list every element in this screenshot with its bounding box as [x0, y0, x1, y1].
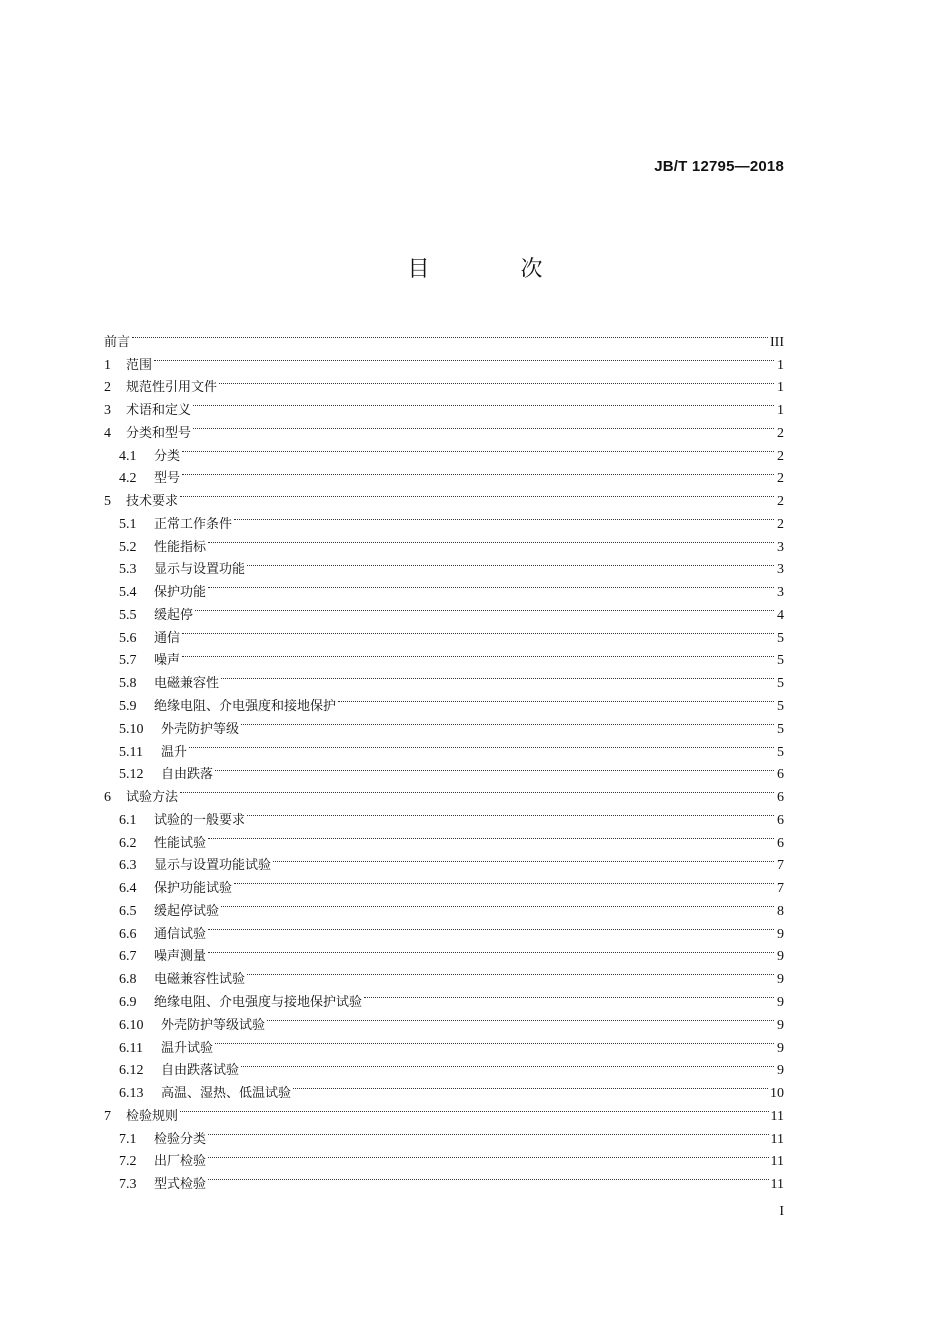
toc-entry-number: 6.12: [119, 1063, 144, 1079]
toc-entry-page: 9: [777, 1040, 784, 1056]
toc-entry-page: 7: [777, 881, 784, 897]
toc-dot-leader: [193, 414, 774, 437]
toc-entry-label: 型号: [154, 471, 181, 487]
toc-entry-number: 4.2: [119, 471, 137, 487]
toc-entry-label: 正常工作条件: [154, 516, 233, 532]
toc-entry[interactable]: [104, 642, 784, 669]
toc-dot-leader: [247, 801, 774, 824]
toc-entry-page: 10: [770, 1086, 784, 1102]
toc-entry[interactable]: [104, 482, 784, 510]
toc-entry[interactable]: [104, 778, 784, 806]
toc-entry[interactable]: [104, 1120, 784, 1147]
toc-dot-leader: [208, 1165, 769, 1188]
toc-entry-number: 6.11: [119, 1040, 143, 1056]
toc-entry[interactable]: [104, 1097, 784, 1124]
toc-dot-leader: [182, 460, 774, 483]
toc-entry-page: 7: [777, 858, 784, 874]
toc-entry-number: 4.1: [119, 448, 137, 464]
toc-dot-leader: [182, 619, 774, 642]
toc-entry-page: 6: [777, 812, 784, 828]
toc-entry-page: 9: [777, 972, 784, 988]
toc-dot-leader: [273, 847, 774, 870]
toc-entry-page: 11: [770, 1154, 784, 1170]
toc-entry-page: 4: [777, 607, 784, 623]
toc-entry[interactable]: [104, 414, 784, 441]
toc-dot-leader: [154, 346, 774, 369]
toc-entry-label: 外壳防护等级: [161, 721, 240, 737]
toc-entry[interactable]: [104, 369, 784, 396]
toc-entry-label: 自由跌落: [161, 767, 214, 783]
toc-entry-number: 6.2: [119, 835, 137, 851]
toc-entry-number: 6.3: [119, 858, 137, 874]
page-title: 目 次: [407, 257, 585, 282]
toc-dot-leader: [364, 983, 774, 1006]
toc-dot-leader: [221, 892, 774, 915]
toc-entry-page: 11: [770, 1177, 784, 1193]
toc-entry-label: 技术要求: [126, 494, 179, 510]
toc-entry-page: 5: [777, 630, 784, 646]
toc-dot-leader: [234, 869, 774, 892]
toc-entry-page: 9: [777, 994, 784, 1010]
toc-entry-number: 6.10: [119, 1017, 144, 1033]
toc-entry-label: 噪声: [154, 653, 181, 669]
toc-entry-label: 检验分类: [154, 1131, 207, 1147]
toc-entry[interactable]: [104, 801, 784, 828]
toc-dot-leader: [234, 505, 774, 528]
toc-entry-number: 6.6: [119, 926, 137, 942]
toc-entry-label: 试验的一般要求: [154, 812, 246, 828]
toc-dot-leader: [180, 1097, 769, 1120]
toc-entry-label: 通信: [154, 630, 181, 646]
toc-entry-label: 试验方法: [126, 790, 179, 806]
toc-entry-page: 8: [777, 903, 784, 919]
toc-entry-page: 6: [777, 835, 784, 851]
toc-entry-label: 自由跌落试验: [161, 1063, 240, 1079]
page-number: I: [779, 1204, 784, 1219]
toc-entry-label: 保护功能: [154, 585, 207, 601]
toc-entry-label: 检验规则: [126, 1108, 179, 1124]
toc-entry-number: 5.6: [119, 630, 137, 646]
toc-dot-leader: [182, 437, 774, 460]
toc-entry-label: 电磁兼容性试验: [154, 972, 246, 988]
toc-entry-page: 6: [777, 790, 784, 806]
toc-entry-number: 6.13: [119, 1086, 144, 1102]
toc-entry-label: 前言: [104, 334, 131, 350]
toc-entry-label: 显示与设置功能: [154, 562, 246, 578]
toc-entry-number: 2: [104, 380, 111, 396]
toc-entry-label: 性能试验: [154, 835, 207, 851]
toc-entry-number: 4: [104, 425, 111, 441]
toc-dot-leader: [182, 642, 774, 665]
toc-entry-label: 显示与设置功能试验: [154, 858, 272, 874]
toc-entry-page: 2: [777, 425, 784, 441]
toc-dot-leader: [189, 733, 774, 756]
toc-entry-label: 分类和型号: [126, 425, 192, 441]
toc-dot-leader: [267, 1006, 774, 1029]
toc-entry-page: 2: [777, 494, 784, 510]
toc-entry-label: 出厂检验: [154, 1154, 207, 1170]
toc-entry-page: 9: [777, 926, 784, 942]
toc-dot-leader: [180, 482, 774, 505]
standard-code: JB/T 12795—2018: [654, 158, 784, 175]
toc-dot-leader: [180, 778, 774, 801]
toc-entry[interactable]: [104, 460, 784, 487]
toc-entry-label: 缓起停试验: [154, 903, 220, 919]
toc-entry-number: 6.1: [119, 812, 137, 828]
toc-entry-page: 11: [770, 1131, 784, 1147]
table-of-contents: [104, 323, 784, 1193]
toc-entry-number: 5.2: [119, 539, 137, 555]
toc-entry[interactable]: [104, 619, 784, 646]
toc-entry-number: 7.3: [119, 1177, 137, 1193]
toc-entry-page: 5: [777, 653, 784, 669]
toc-entry-number: 5.11: [119, 744, 143, 760]
toc-entry-label: 分类: [154, 448, 181, 464]
toc-dot-leader: [208, 824, 774, 847]
toc-entry[interactable]: [104, 437, 784, 464]
toc-entry-label: 保护功能试验: [154, 881, 233, 897]
toc-entry-label: 电磁兼容性: [154, 676, 220, 692]
toc-entry[interactable]: [104, 346, 784, 373]
toc-entry-number: 5.8: [119, 676, 137, 692]
toc-entry-page: 9: [777, 1017, 784, 1033]
toc-entry[interactable]: [104, 756, 784, 783]
toc-dot-leader: [241, 710, 774, 733]
toc-dot-leader: [193, 391, 774, 414]
toc-entry-page: 6: [777, 767, 784, 783]
toc-entry-page: 3: [777, 585, 784, 601]
toc-entry-page: 2: [777, 516, 784, 532]
toc-entry-number: 7: [104, 1108, 111, 1124]
toc-entry-number: 6.8: [119, 972, 137, 988]
toc-entry-number: 5.9: [119, 699, 137, 715]
toc-dot-leader: [208, 915, 774, 938]
toc-entry-page: 5: [777, 721, 784, 737]
toc-entry-label: 性能指标: [154, 539, 207, 555]
toc-entry-page: 1: [777, 403, 784, 419]
toc-entry-page: 9: [777, 949, 784, 965]
toc-entry-number: 5: [104, 494, 111, 510]
toc-entry-page: 2: [777, 471, 784, 487]
toc-entry-number: 5.12: [119, 767, 144, 783]
toc-entry-page: 5: [777, 699, 784, 715]
toc-dot-leader: [195, 596, 774, 619]
toc-dot-leader: [338, 687, 774, 710]
toc-entry-page: III: [770, 334, 784, 350]
toc-entry-number: 6.7: [119, 949, 137, 965]
toc-entry-label: 绝缘电阻、介电强度与接地保护试验: [154, 994, 363, 1010]
toc-entry-number: 5.7: [119, 653, 137, 669]
toc-entry-label: 绝缘电阻、介电强度和接地保护: [154, 699, 337, 715]
toc-entry-number: 6: [104, 790, 111, 806]
toc-dot-leader: [219, 369, 774, 392]
toc-entry-page: 1: [777, 380, 784, 396]
toc-entry[interactable]: [104, 505, 784, 532]
toc-entry-label: 高温、湿热、低温试验: [161, 1086, 292, 1102]
toc-entry-number: 5.3: [119, 562, 137, 578]
toc-dot-leader: [208, 1120, 769, 1143]
toc-entry-number: 5.10: [119, 721, 144, 737]
toc-entry[interactable]: [104, 733, 784, 760]
toc-dot-leader: [208, 528, 774, 551]
toc-entry-number: 5.4: [119, 585, 137, 601]
toc-entry-page: 5: [777, 676, 784, 692]
toc-entry-number: 7.1: [119, 1131, 137, 1147]
toc-entry-page: 3: [777, 539, 784, 555]
toc-entry-page: 11: [770, 1108, 784, 1124]
toc-dot-leader: [247, 960, 774, 983]
toc-entry-number: 5.5: [119, 607, 137, 623]
toc-dot-leader: [215, 1029, 774, 1052]
toc-dot-leader: [132, 323, 768, 346]
toc-entry-page: 2: [777, 448, 784, 464]
toc-entry-number: 6.4: [119, 881, 137, 897]
toc-entry-page: 9: [777, 1063, 784, 1079]
toc-entry-number: 6.9: [119, 994, 137, 1010]
toc-entry-label: 温升: [161, 744, 188, 760]
toc-entry-label: 外壳防护等级试验: [161, 1017, 266, 1033]
toc-dot-leader: [208, 938, 774, 961]
toc-entry-page: 3: [777, 562, 784, 578]
toc-dot-leader: [247, 551, 774, 574]
toc-dot-leader: [208, 1143, 769, 1166]
toc-dot-leader: [293, 1074, 768, 1097]
toc-dot-leader: [241, 1052, 774, 1075]
toc-entry-label: 通信试验: [154, 926, 207, 942]
toc-dot-leader: [215, 756, 774, 779]
toc-dot-leader: [221, 664, 774, 687]
toc-entry-label: 型式检验: [154, 1177, 207, 1193]
toc-entry-number: 1: [104, 357, 111, 373]
toc-entry[interactable]: [104, 391, 784, 419]
toc-entry-label: 规范性引用文件: [126, 380, 218, 396]
toc-entry-number: 5.1: [119, 516, 137, 532]
toc-entry-page: 1: [777, 357, 784, 373]
toc-entry-label: 噪声测量: [154, 949, 207, 965]
toc-entry-number: 6.5: [119, 903, 137, 919]
toc-entry-label: 温升试验: [161, 1040, 214, 1056]
toc-entry-label: 缓起停: [154, 607, 194, 623]
toc-entry-number: 7.2: [119, 1154, 137, 1170]
toc-entry-label: 范围: [126, 357, 153, 373]
toc-entry-page: 5: [777, 744, 784, 760]
toc-entry[interactable]: [104, 596, 784, 623]
toc-entry[interactable]: [104, 323, 784, 350]
toc-entry-number: 3: [104, 403, 111, 419]
toc-dot-leader: [208, 573, 774, 596]
toc-entry[interactable]: [104, 664, 784, 692]
toc-entry-label: 术语和定义: [126, 403, 192, 419]
